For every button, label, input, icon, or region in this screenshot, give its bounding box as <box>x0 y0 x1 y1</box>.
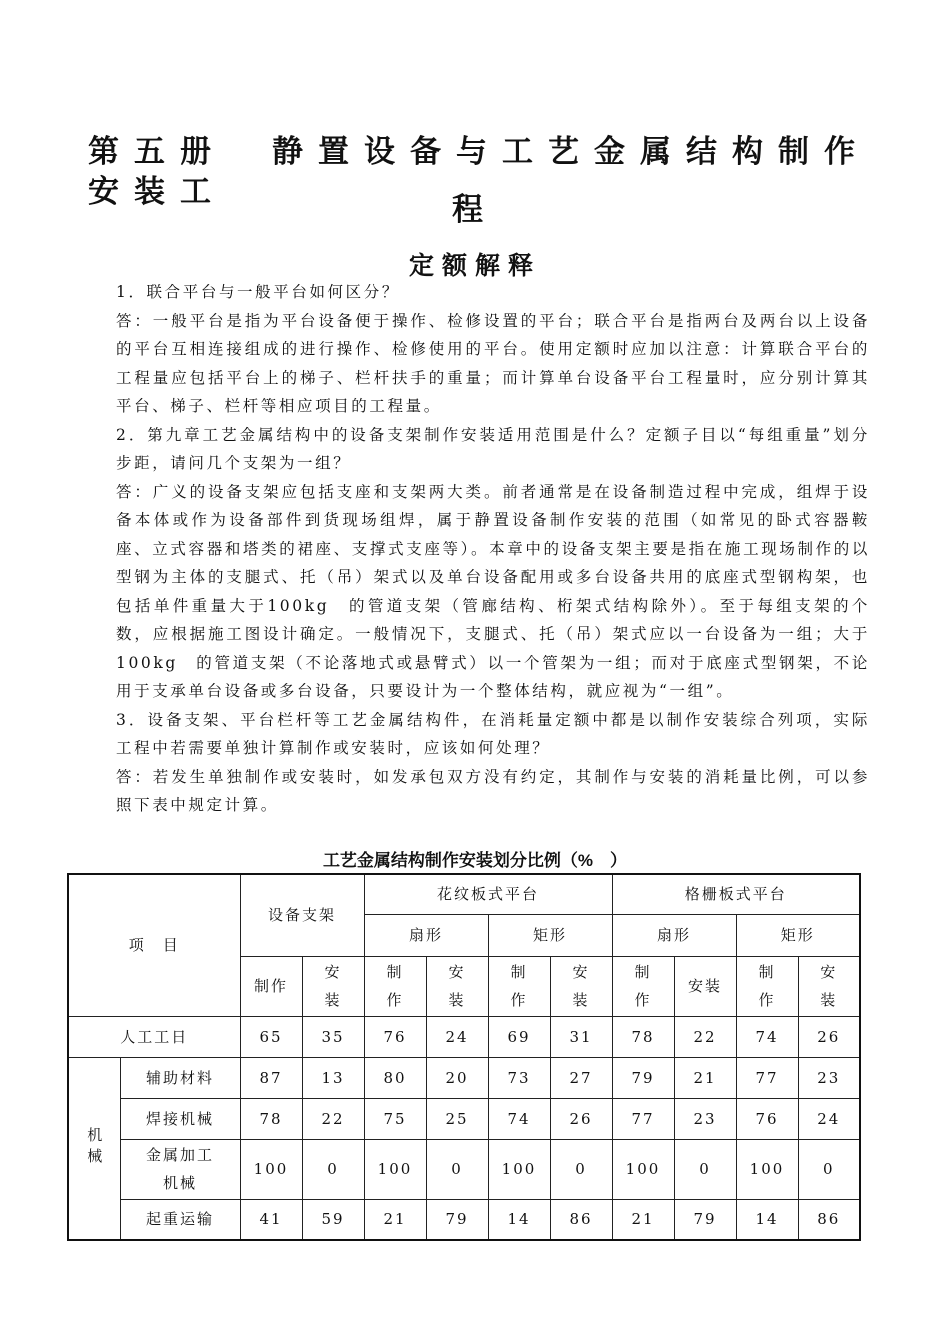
table-row <box>68 1199 860 1240</box>
cell: 78 <box>240 1098 302 1139</box>
cell: 86 <box>550 1199 612 1240</box>
cell: 73 <box>488 1057 550 1098</box>
row-label: 起重运输 <box>120 1199 240 1240</box>
cell: 27 <box>550 1057 612 1098</box>
cell: 24 <box>426 1016 488 1057</box>
cell: 23 <box>798 1057 860 1098</box>
paragraph-block <box>80 278 870 820</box>
cell: 23 <box>674 1098 736 1139</box>
cell: 13 <box>302 1057 364 1098</box>
cell: 25 <box>426 1098 488 1139</box>
cell: 21 <box>364 1199 426 1240</box>
cell: 79 <box>674 1199 736 1240</box>
page-title-line1: 第五册 静置设备与工艺金属结构制作安装工 <box>88 134 870 210</box>
equipment-support-header: 设备支架 <box>240 874 364 956</box>
table-row <box>68 1098 860 1139</box>
table-row <box>68 1139 860 1199</box>
install-header: 安 装 <box>550 956 612 1016</box>
ratio-table <box>67 873 861 1241</box>
cell: 31 <box>550 1016 612 1057</box>
cell: 100 <box>364 1139 426 1199</box>
install-header: 安 装 <box>426 956 488 1016</box>
paragraph-q2: 2．第九章工艺金属结构中的设备支架制作安装适用范围是什么？定额子目以“每组重量”划分步距，请问几个支架为一组？ <box>116 425 870 472</box>
cell: 87 <box>240 1057 302 1098</box>
cell: 74 <box>488 1098 550 1139</box>
cell: 65 <box>240 1016 302 1057</box>
row-label: 人工工日 <box>68 1016 240 1057</box>
section-subtitle: 定额解释 <box>408 251 541 280</box>
cell: 79 <box>426 1199 488 1240</box>
cell: 14 <box>736 1199 798 1240</box>
make-header: 制作 <box>240 956 302 1016</box>
cell: 22 <box>302 1098 364 1139</box>
sub-rect-header: 矩形 <box>488 914 612 956</box>
table-row <box>68 1057 860 1098</box>
sub-rect-header: 矩形 <box>736 914 860 956</box>
paragraph-a2: 答：广义的设备支架应包括支座和支架两大类。前者通常是在设备制造过程中完成，组焊于设备本体或作为设备部件到货现场组焊，属于静置设备制作安装的范围（如常见的卧式容器鞍座、立式容器和塔类的裙座、支撑式支座等）。本章中的设备支架主要是指在施工现场制作的以型钢为主体的支腿式、托（吊）架式以及单台设备配用或多台设备共用的底座式型钢构架，也包括单件重量大于100kg 的管道支架（管廊结构、桁架式结构除外）。至于每组支架的个数，应根据施工图设计确定。一般情况下，支腿式、托（吊）架式应以一台设备为一组；大于100kg 的管道支架（不论落地式或悬臂式）以一个管架为一组；而对于底座式型钢架，不论用于支承单台设备或多台设备，只要设计为一个整体结构，就应视为“一组”。 <box>116 482 870 700</box>
make-header: 制 作 <box>612 956 674 1016</box>
cell: 76 <box>736 1098 798 1139</box>
machine-group-label: 机械 <box>68 1057 120 1240</box>
cell: 74 <box>736 1016 798 1057</box>
cell: 86 <box>798 1199 860 1240</box>
item-header: 项 目 <box>68 874 240 1016</box>
row-label: 金属加工机械 <box>120 1139 240 1199</box>
cell: 41 <box>240 1199 302 1240</box>
cell: 78 <box>612 1016 674 1057</box>
cell: 21 <box>674 1057 736 1098</box>
cell: 21 <box>612 1199 674 1240</box>
cell: 0 <box>426 1139 488 1199</box>
row-label: 焊接机械 <box>120 1098 240 1139</box>
cell: 24 <box>798 1098 860 1139</box>
cell: 79 <box>612 1057 674 1098</box>
install-header: 安 装 <box>302 956 364 1016</box>
cell: 80 <box>364 1057 426 1098</box>
cell: 35 <box>302 1016 364 1057</box>
install-header: 安 装 <box>798 956 860 1016</box>
cell: 14 <box>488 1199 550 1240</box>
cell: 0 <box>550 1139 612 1199</box>
cell: 0 <box>798 1139 860 1199</box>
row-label: 辅助材料 <box>120 1057 240 1098</box>
cell: 59 <box>302 1199 364 1240</box>
cell: 20 <box>426 1057 488 1098</box>
make-header: 制 作 <box>736 956 798 1016</box>
cell: 100 <box>612 1139 674 1199</box>
cell: 0 <box>674 1139 736 1199</box>
cell: 0 <box>302 1139 364 1199</box>
table-caption: 工艺金属结构制作安装划分比例（% ） <box>322 851 628 870</box>
paragraph-a1: 答：一般平台是指为平台设备便于操作、检修设置的平台；联合平台是指两台及两台以上设备的平台互相连接组成的进行操作、检修使用的平台。使用定额时应加以注意：计算联合平台的工程量应包括平台上的梯子、栏杆扶手的重量；而计算单台设备平台工程量时，应分别计算其平台、梯子、栏杆等相应项目的工程量。 <box>116 311 870 415</box>
cell: 75 <box>364 1098 426 1139</box>
cell: 76 <box>364 1016 426 1057</box>
cell: 26 <box>550 1098 612 1139</box>
grid-platform-header: 格栅板式平台 <box>612 874 860 914</box>
paragraph-q1: 1．联合平台与一般平台如何区分？ <box>116 283 400 301</box>
make-header: 制 作 <box>488 956 550 1016</box>
make-header: 制 作 <box>364 956 426 1016</box>
cell: 100 <box>488 1139 550 1199</box>
cell: 77 <box>736 1057 798 1098</box>
checker-platform-header: 花纹板式平台 <box>364 874 612 914</box>
cell: 77 <box>612 1098 674 1139</box>
page-title-line2: 程 <box>452 192 498 228</box>
sub-fan-header: 扇形 <box>612 914 736 956</box>
install-header: 安装 <box>674 956 736 1016</box>
cell: 100 <box>240 1139 302 1199</box>
cell: 26 <box>798 1016 860 1057</box>
cell: 22 <box>674 1016 736 1057</box>
paragraph-a3: 答：若发生单独制作或安装时，如发承包双方没有约定，其制作与安装的消耗量比例，可以参照下表中规定计算。 <box>116 767 870 814</box>
cell: 100 <box>736 1139 798 1199</box>
table-row <box>68 1016 860 1057</box>
sub-fan-header: 扇形 <box>364 914 488 956</box>
paragraph-q3: 3．设备支架、平台栏杆等工艺金属结构件，在消耗量定额中都是以制作安装综合列项，实际工程中若需要单独计算制作或安装时，应该如何处理？ <box>116 710 870 757</box>
cell: 69 <box>488 1016 550 1057</box>
